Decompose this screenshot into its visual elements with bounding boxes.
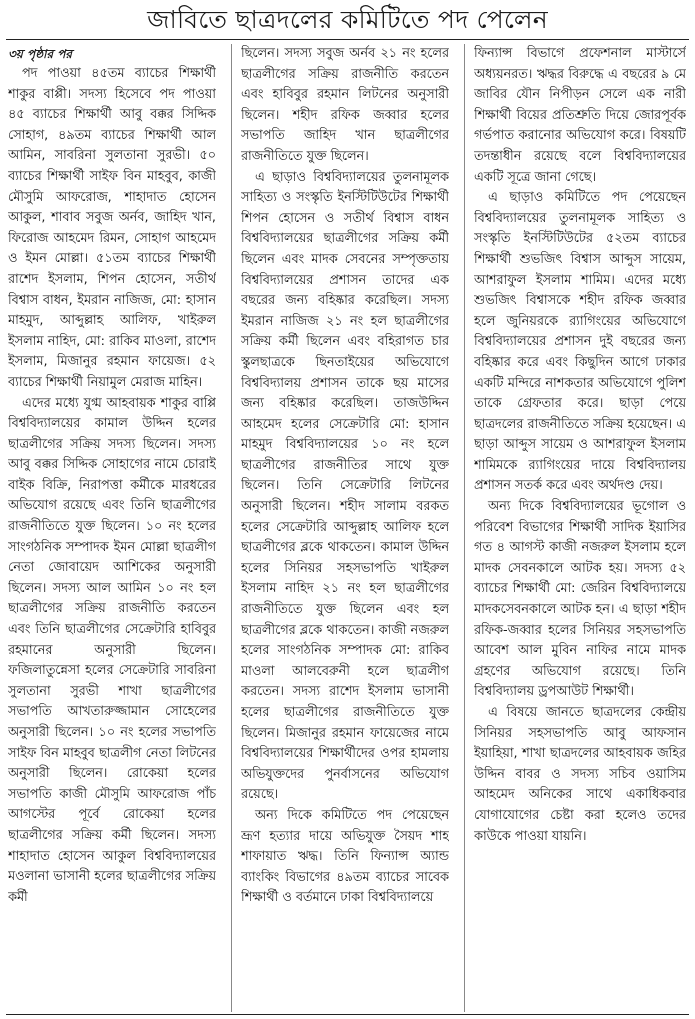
column-3 bbox=[474, 44, 686, 1012]
paragraph: অন্য দিকে বিশ্ববিদ্যালয়ের ভূগোল ও পরিবেশ বিভাগের শিক্ষার্থী সাদিক ইয়াসির গত ৪ আগস্ট কাজী নজরুল ইসলাম হলে মাদক সেবনকালে আটক হয়। সদস্য ৫২ ব্যাচের শিক্ষার্থী মো: জেরিন বিশ্ববিদ্যালয়ে মাদকসেবনকালে আটক হন। এ ছাড়া শহীদ রফিক-জব্বার হলের সিনিয়র সহসভাপতি আবেশ আল মুবিন নাফির নামে মাদক গ্রহণের অভিযোগ রয়েছে। তিনি বিশ্ববিদ্যালয় ড্রপআউট শিক্ষার্থী। bbox=[474, 499, 686, 700]
headline-rule bbox=[6, 39, 689, 40]
column-divider bbox=[464, 44, 465, 1012]
column-1 bbox=[8, 44, 216, 1012]
paragraph: ছিলেন। সদস্য সবুজ অর্নব ২১ নং হলের ছাত্রলীগের সক্রিয় রাজনীতি করতেন এবং হাবিবুর রহমান লিটনের অনুসারী ছিলেন। শহীদ রফিক জব্বার হলের সভাপতি জাহিদ খান ছাত্রলীগের রাজনীতিতে যুক্ত ছিলেন। bbox=[241, 46, 449, 164]
headline: জাবিতে ছাত্রদলের কমিটিতে পদ পেলেন bbox=[147, 5, 548, 34]
bottom-rule bbox=[6, 1014, 689, 1015]
paragraph: এ বিষয়ে জানতে ছাত্রদলের কেন্দ্রীয় সিনিয়র সহসভাপতি আবু আফসান ইয়াহিয়া, শাখা ছাত্রদলের আহবায়ক জহির উদ্দিন বাবর ও সদস্য সচিব ওয়াসিম আহমেদ অনিকের সাথে একাধিকবার যোগাযোগের চেষ্টা করা হলেও তদের কাউকে পাওয়া যায়নি। bbox=[474, 705, 686, 844]
paragraph: অন্য দিকে কমিটিতে পদ পেয়েছেন ভ্রূণ হত্যার দায়ে অভিযুক্ত সৈয়দ শাহ শাফায়াত ঋদ্ধ। তিনি ফিন্যান্স অ্যান্ড ব্যাংকিং বিভাগের ৪৯তম ব্যাচের সাবেক শিক্ষার্থী ও বর্তমানে ঢাকা বিশ্ববিদ্যালয়ে bbox=[241, 807, 449, 906]
continued-from-label: ৩য় পৃষ্ঠার পর bbox=[8, 47, 73, 61]
paragraph: এদের মধ্যে যুগ্ম আহবায়ক শাকুর বাপ্পি বিশ্ববিদ্যালয়ের কামাল উদ্দিন হলের ছাত্রলীগের সক্রিয় সদস্য ছিলেন। সদস্য আবু বক্কর সিদ্দিক সোহাগের নামে চোরাই বাইক বিক্রি, নিরাপত্তা কর্মীকে মারধরের অভিযোগ রয়েছে এবং তিনি ছাত্রলীগের রাজনীতিতে যুক্ত ছিলেন। ১০ নং হলের সাংগঠনিক সম্পাদক ইমন মোল্লা ছাত্রলীগ নেতা জোবায়েদ আশিকের অনুসারী ছিলেন। সদস্য আল আমিন ১০ নং হল ছাত্রলীগের সক্রিয় রাজনীতি করতেন এবং তিনি ছাত্রলীগের সেক্রেটারি হাবিবুর রহমানের অনুসারী ছিলেন। ফজিলাতুন্নেসা হলের সেক্রেটারি সাবরিনা সুলতানা সুরভী শাখা ছাত্রলীগের সভাপতি আখতারুজ্জামান সোহেলের অনুসারী ছিলেন। ১০ নং হলের সভাপতি সাইফ বিন মাহবুব ছাত্রলীগ নেতা লিটনের অনুসারী ছিলেন। রোকেয়া হলের সভাপতি কাজী মৌসুমি আফরোজ পাঁচ আগস্টের পূর্বে রোকেয়া হলের ছাত্রলীগের সক্রিয় কর্মী ছিলেন। সদস্য শাহাদাত হোসেন আকুল বিশ্ববিদ্যালয়ের মওলানা ভাসানী হলের ছাত্রলীগের সক্রিয় কর্মী bbox=[8, 395, 216, 905]
paragraph: এ ছাড়াও কমিটিতে পদ পেয়েছেন বিশ্ববিদ্যালয়ের তুলনামূলক সাহিত্য ও সংস্কৃতি ইনস্টিটিউটের ৫২তম ব্যাচের শিক্ষার্থী শুভজিৎ বিশ্বাস আব্দুস সায়েম, আশরাফুল ইসলাম শামিম। এদের মধ্যে শুভজিৎ বিশ্বাসকে শহীদ রফিক জব্বার হলে জুনিয়রকে র‍্যাগিংয়ের অভিযোগে বিশ্ববিদ্যালয়ের প্রশাসন দুই বছরের জন্য বহিষ্কার করে এবং কিছুদিন আগে ঢাকার একটি মন্দিরে নাশকতার অভিযোগে পুলিশ তাকে গ্রেফতার করে। ছাড়া পেয়ে ছাত্রদলের রাজনীতিতে সক্রিয় হয়েছেন। এ ছাড়া আব্দুস সায়েম ও আশরাফুল ইসলাম শামিমকে র‍্যাগিংয়ের দায়ে বিশ্ববিদ্যালয় প্রশাসন সতর্ক করে এবং অর্থদণ্ড দেয়। bbox=[474, 190, 686, 494]
paragraph: পদ পাওয়া ৪৫তম ব্যাচের শিক্ষার্থী শাকুর বাপ্পী। সদস্য হিসেবে পদ পাওয়া ৪৫ ব্যাচের শিক্ষার্থী আবু বক্কর সিদ্দিক সোহাগ, ৪৯তম ব্যাচের শিক্ষার্থী আল আমিন, সাবরিনা সুলতানা সুরভী। ৫০ ব্যাচের শিক্ষার্থী সাইফ বিন মাহবুব, কাজী মৌসুমি আফরোজ, শাহাদাত হোসেন আকুল, শাবাব সবুজ অর্নব, জাহিদ খান, ফিরোজ আহমেদ রিমন, সোহাগ আহমেদ ও ইমন মোল্লা। ৫১তম ব্যাচের শিক্ষার্থী রাশেদ ইসলাম, শিপন হোসেন, সতীর্থ বিশ্বাস বাধন, ইমরান নাজিজ, মো: হাসান মাহমুদ, আব্দুল্লাহ আলিফ, খাইরুল ইসলাম নাহিদ, মো: রাকিব মাওলা, রাশেদ ইসলাম, মিজানুর রহমান ফায়েজ। ৫২ ব্যাচের শিক্ষার্থী নিয়ামুল মেরাজ মাহিন। bbox=[8, 66, 216, 390]
paragraph: এ ছাড়াও বিশ্ববিদ্যালয়ের তুলনামূলক সাহিত্য ও সংস্কৃতি ইনস্টিটিউটের শিক্ষার্থী শিপন হোসেন ও সতীর্থ বিশ্বাস বাধন বিশ্ববিদ্যালয়ের ছাত্রলীগের সক্রিয় কর্মী ছিলেন এবং মাদক সেবনের সম্পৃক্ততায় বিশ্ববিদ্যালয়ের প্রশাসন তাদের এক বছরের জন্য বহিষ্কার করেছিল। সদস্য ইমরান নাজিজ ২১ নং হল ছাত্রলীগের সক্রিয় কর্মী ছিলেন এবং বহিরাগত চার স্কুলছাত্রকে ছিনতাইয়ের অভিযোগে বিশ্ববিদ্যালয় প্রশাসন তাকে ছয় মাসের জন্য বহিষ্কার করেছিল। তাজউদ্দিন আহমেদ হলের সেক্রেটারি মো: হাসান মাহমুদ বিশ্ববিদ্যালয়ের ১০ নং হলে ছাত্রলীগের রাজনীতির সাথে যুক্ত ছিলেন। তিনি সেক্রেটারি লিটনের অনুসারী ছিলেন। শহীদ সালাম বরকত হলের সেক্রেটারি আব্দুল্লাহ আলিফ হলে ছাত্রলীগের ব্লকে থাকতেন। কামাল উদ্দিন হলের সিনিয়র সহসভাপতি খাইরুল ইসলাম নাহিদ ২১ নং হল ছাত্রলীগের রাজনীতিতে যুক্ত ছিলেন এবং হল ছাত্রলীগের ব্লকে থাকতেন। কাজী নজরুল হলের সাংগঠনিক সম্পাদক মো: রাকিব মাওলা আলবেরুনী হলে ছাত্রলীগ করতেন। সদস্য রাশেদ ইসলাম ভাসানী হলের ছাত্রলীগের রাজনীতিতে যুক্ত ছিলেন। মিজানুর রহমান ফায়েজের নামে বিশ্ববিদ্যালয়ের শিক্ষার্থীদের ওপর হামলায় অভিযুক্তদের পুনর্বাসনের অভিযোগ রয়েছে। bbox=[241, 169, 449, 803]
paragraph: ফিন্যান্স বিভাগে প্রফেশনাল মাস্টার্সে অধ্যয়নরত। ঋদ্ধর বিরুদ্ধে এ বছরের ৯ মে জাবির যৌন নিপীড়ন সেলে এক নারী শিক্ষার্থী বিয়ের প্রতিশ্রুতি দিয়ে জোরপূর্বক গর্ভপাত করানোর অভিযোগ করে। বিষয়টি তদন্তাধীন রয়েছে বলে বিশ্ববিদ্যালয়ের একটি সূত্রে জানা গেছে। bbox=[474, 46, 686, 185]
column-2 bbox=[241, 44, 449, 1012]
column-divider bbox=[231, 44, 232, 1012]
